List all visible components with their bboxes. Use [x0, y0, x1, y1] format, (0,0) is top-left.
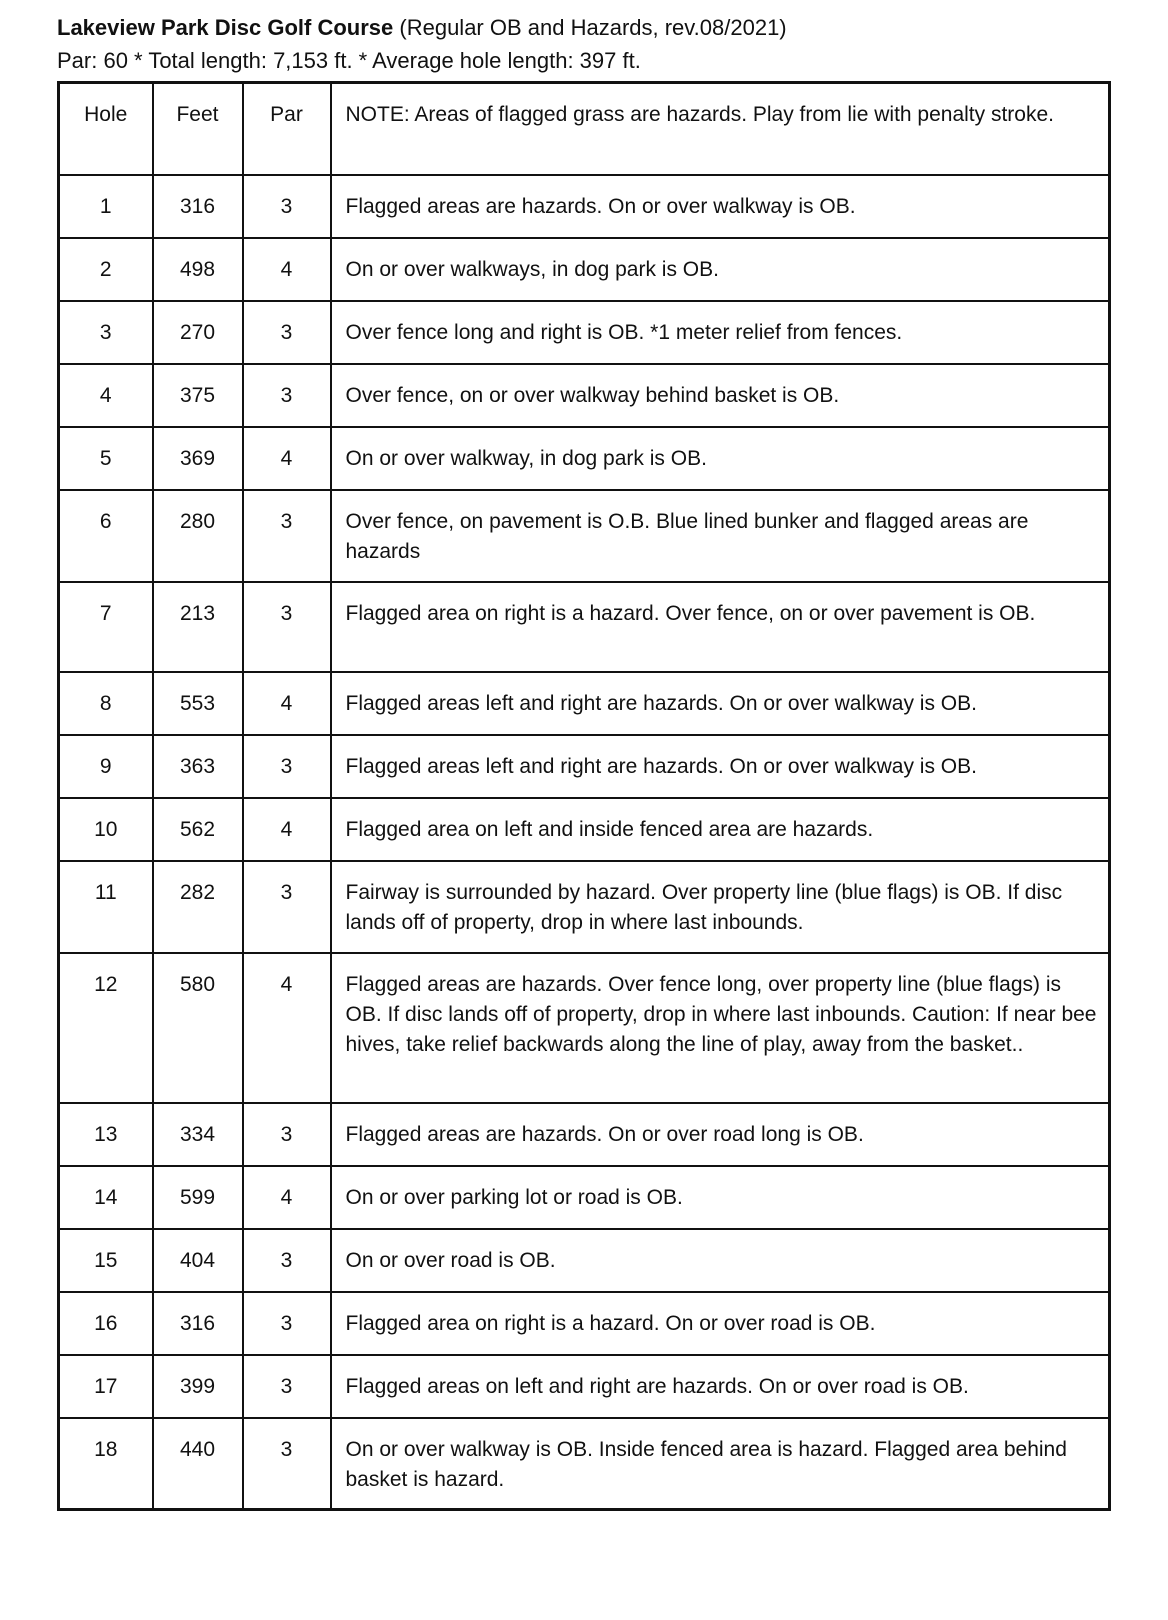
- feet-cell: 282: [153, 861, 243, 953]
- hole-cell: 7: [59, 582, 153, 672]
- table-row: [59, 861, 1110, 953]
- note-cell: Fairway is surrounded by hazard. Over property line (blue flags) is OB. If disc lands off of property, drop in where last inbounds.: [331, 861, 1110, 953]
- par-cell: 4: [243, 427, 331, 490]
- table-row: [59, 301, 1110, 364]
- par-cell: 3: [243, 735, 331, 798]
- feet-cell: 270: [153, 301, 243, 364]
- header-hole: Hole: [59, 83, 153, 175]
- header-note: NOTE: Areas of flagged grass are hazards. Play from lie with penalty stroke.: [331, 83, 1110, 175]
- note-cell: On or over walkway, in dog park is OB.: [331, 427, 1110, 490]
- document-title: [57, 14, 787, 42]
- par-cell: 4: [243, 672, 331, 735]
- feet-cell: 399: [153, 1355, 243, 1418]
- par-cell: 3: [243, 582, 331, 672]
- header-feet: Feet: [153, 83, 243, 175]
- table-row: [59, 672, 1110, 735]
- table-row: [59, 1166, 1110, 1229]
- note-cell: On or over road is OB.: [331, 1229, 1110, 1292]
- note-cell: Flagged areas left and right are hazards. On or over walkway is OB.: [331, 735, 1110, 798]
- table-row: [59, 953, 1110, 1103]
- table-row: [59, 427, 1110, 490]
- table-row: [59, 1355, 1110, 1418]
- note-cell: Flagged area on left and inside fenced area are hazards.: [331, 798, 1110, 861]
- table-row: [59, 175, 1110, 238]
- table-row: [59, 1229, 1110, 1292]
- hole-cell: 14: [59, 1166, 153, 1229]
- par-cell: 3: [243, 301, 331, 364]
- hole-cell: 17: [59, 1355, 153, 1418]
- feet-cell: 553: [153, 672, 243, 735]
- note-cell: On or over parking lot or road is OB.: [331, 1166, 1110, 1229]
- table-row: [59, 735, 1110, 798]
- par-cell: 3: [243, 490, 331, 582]
- hole-cell: 15: [59, 1229, 153, 1292]
- note-cell: Flagged areas left and right are hazards. On or over walkway is OB.: [331, 672, 1110, 735]
- table-row: [59, 490, 1110, 582]
- course-summary: Par: 60 * Total length: 7,153 ft. * Average hole length: 397 ft.: [57, 48, 641, 73]
- hole-cell: 10: [59, 798, 153, 861]
- hole-cell: 3: [59, 301, 153, 364]
- par-cell: 3: [243, 175, 331, 238]
- note-cell: Over fence long and right is OB. *1 meter relief from fences.: [331, 301, 1110, 364]
- note-cell: Over fence, on pavement is O.B. Blue lined bunker and flagged areas are hazards: [331, 490, 1110, 582]
- feet-cell: 316: [153, 1292, 243, 1355]
- par-cell: 3: [243, 1418, 331, 1510]
- table-row: [59, 1103, 1110, 1166]
- note-cell: Over fence, on or over walkway behind basket is OB.: [331, 364, 1110, 427]
- feet-cell: 213: [153, 582, 243, 672]
- par-cell: 3: [243, 1103, 331, 1166]
- feet-cell: 580: [153, 953, 243, 1103]
- feet-cell: 280: [153, 490, 243, 582]
- table-row: [59, 582, 1110, 672]
- course-subtitle: (Regular OB and Hazards, rev.08/2021): [399, 15, 787, 40]
- hole-cell: 1: [59, 175, 153, 238]
- par-cell: 3: [243, 861, 331, 953]
- feet-cell: 599: [153, 1166, 243, 1229]
- note-cell: Flagged areas are hazards. Over fence long, over property line (blue flags) is OB. If disc lands off of property, drop in where last inbounds. Caution: If near bee hives, take relief backwards along the line of play, away from the basket..: [331, 953, 1110, 1103]
- feet-cell: 369: [153, 427, 243, 490]
- par-cell: 4: [243, 953, 331, 1103]
- header-par: Par: [243, 83, 331, 175]
- note-cell: On or over walkways, in dog park is OB.: [331, 238, 1110, 301]
- par-cell: 4: [243, 798, 331, 861]
- par-cell: 3: [243, 1292, 331, 1355]
- feet-cell: 375: [153, 364, 243, 427]
- table-header-row: [59, 83, 1110, 175]
- hole-cell: 11: [59, 861, 153, 953]
- table-row: [59, 364, 1110, 427]
- note-cell: On or over walkway is OB. Inside fenced area is hazard. Flagged area behind basket is hazard.: [331, 1418, 1110, 1510]
- hole-cell: 6: [59, 490, 153, 582]
- hole-cell: 13: [59, 1103, 153, 1166]
- course-table: [57, 81, 1111, 1511]
- note-cell: Flagged area on right is a hazard. Over fence, on or over pavement is OB.: [331, 582, 1110, 672]
- par-cell: 3: [243, 1229, 331, 1292]
- par-cell: 4: [243, 1166, 331, 1229]
- hole-cell: 18: [59, 1418, 153, 1510]
- table-row: [59, 238, 1110, 301]
- hole-cell: 16: [59, 1292, 153, 1355]
- table-row: [59, 1418, 1110, 1510]
- hole-cell: 5: [59, 427, 153, 490]
- table-row: [59, 1292, 1110, 1355]
- hole-cell: 9: [59, 735, 153, 798]
- feet-cell: 440: [153, 1418, 243, 1510]
- note-cell: Flagged areas are hazards. On or over road long is OB.: [331, 1103, 1110, 1166]
- feet-cell: 498: [153, 238, 243, 301]
- feet-cell: 316: [153, 175, 243, 238]
- par-cell: 3: [243, 364, 331, 427]
- note-cell: Flagged areas are hazards. On or over walkway is OB.: [331, 175, 1110, 238]
- table-row: [59, 798, 1110, 861]
- feet-cell: 562: [153, 798, 243, 861]
- hole-cell: 2: [59, 238, 153, 301]
- note-cell: Flagged areas on left and right are hazards. On or over road is OB.: [331, 1355, 1110, 1418]
- hole-cell: 4: [59, 364, 153, 427]
- course-name: Lakeview Park Disc Golf Course: [57, 15, 394, 40]
- par-cell: 4: [243, 238, 331, 301]
- note-cell: Flagged area on right is a hazard. On or over road is OB.: [331, 1292, 1110, 1355]
- feet-cell: 404: [153, 1229, 243, 1292]
- par-cell: 3: [243, 1355, 331, 1418]
- feet-cell: 363: [153, 735, 243, 798]
- feet-cell: 334: [153, 1103, 243, 1166]
- hole-cell: 12: [59, 953, 153, 1103]
- hole-cell: 8: [59, 672, 153, 735]
